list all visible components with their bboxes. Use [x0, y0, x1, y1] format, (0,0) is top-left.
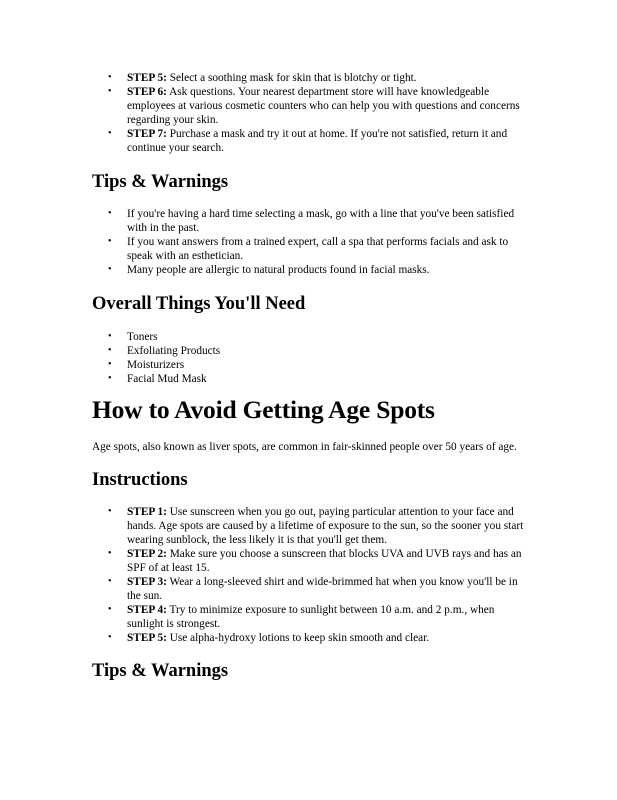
- step-text: Try to minimize exposure to sunlight between 10 a.m. and 2 p.m., when sunlight is strongest.: [127, 604, 495, 630]
- things-needed-heading: Overall Things You'll Need: [92, 294, 306, 314]
- steps-list-top: [92, 71, 532, 155]
- bullet: •: [108, 359, 112, 370]
- tips-heading: Tips & Warnings: [92, 172, 229, 192]
- bullet: •: [108, 86, 112, 97]
- bullet: •: [108, 548, 112, 559]
- list-item: [92, 330, 532, 344]
- bullet: •: [108, 373, 112, 384]
- item-text: Moisturizers: [127, 359, 185, 371]
- step-label: STEP 2:: [127, 548, 167, 560]
- list-item: [92, 263, 532, 277]
- item-text: Toners: [127, 331, 158, 343]
- bullet: •: [108, 236, 112, 247]
- list-item: [92, 344, 532, 358]
- bullet: •: [108, 506, 112, 517]
- list-item: [92, 505, 532, 547]
- item-text: Facial Mud Mask: [127, 373, 207, 385]
- step-text: Use sunscreen when you go out, paying particular attention to your face and hands. Age spots are caused by a lifetime of exposure to the sun, so the sooner you start wearing sunblock, the less likely it is that you'll get them.: [127, 506, 524, 546]
- list-item: [92, 631, 532, 645]
- step-text: Select a soothing mask for skin that is blotchy or tight.: [166, 72, 417, 84]
- bullet: •: [108, 632, 112, 643]
- step-text: Use alpha-hydroxy lotions to keep skin smooth and clear.: [166, 632, 430, 644]
- article-title: How to Avoid Getting Age Spots: [92, 395, 435, 424]
- list-item: [92, 547, 532, 575]
- instructions-heading: Instructions: [92, 470, 188, 490]
- list-item: [92, 358, 532, 372]
- step-label: STEP 5:: [127, 72, 167, 84]
- list-item: [92, 235, 532, 263]
- step-label: STEP 7:: [127, 128, 167, 140]
- tip-text: If you're having a hard time selecting a mask, go with a line that you've been satisfied with in the past.: [127, 208, 515, 234]
- step-text: Ask questions. Your nearest department store will have knowledgeable employees at various cosmetic counters who can help you with questions and concerns regarding your skin.: [127, 86, 520, 126]
- list-item: [92, 372, 532, 386]
- list-item: [92, 85, 532, 127]
- things-needed-list: [92, 330, 532, 386]
- tip-text: If you want answers from a trained expert, call a spa that performs facials and ask to speak with an esthetician.: [127, 236, 509, 262]
- bullet: •: [108, 208, 112, 219]
- step-label: STEP 3:: [127, 576, 167, 588]
- step-label: STEP 6:: [127, 86, 167, 98]
- step-label: STEP 4:: [127, 604, 167, 616]
- list-item: [92, 575, 532, 603]
- list-item: [92, 127, 532, 155]
- list-item: [92, 71, 532, 85]
- bullet: •: [108, 576, 112, 587]
- item-text: Exfoliating Products: [127, 345, 221, 357]
- step-text: Purchase a mask and try it out at home. If you're not satisfied, return it and continue your search.: [127, 128, 508, 154]
- step-label: STEP 1:: [127, 506, 167, 518]
- tip-text: Many people are allergic to natural products found in facial masks.: [127, 264, 430, 276]
- tips-list: [92, 207, 532, 277]
- list-item: [92, 207, 532, 235]
- bullet: •: [108, 604, 112, 615]
- step-text: Make sure you choose a sunscreen that blocks UVA and UVB rays and has an SPF of at least 15.: [127, 548, 522, 574]
- step-text: Wear a long-sleeved shirt and wide-brimmed hat when you know you'll be in the sun.: [127, 576, 518, 602]
- bullet: •: [108, 128, 112, 139]
- bullet: •: [108, 72, 112, 83]
- bullet: •: [108, 345, 112, 356]
- step-label: STEP 5:: [127, 632, 167, 644]
- bullet: •: [108, 331, 112, 342]
- instructions-list: [92, 505, 532, 645]
- tips-heading: Tips & Warnings: [92, 661, 229, 681]
- bullet: •: [108, 264, 112, 275]
- list-item: [92, 603, 532, 631]
- document-page: [92, 71, 532, 682]
- intro-paragraph: Age spots, also known as liver spots, are common in fair-skinned people over 50 years of age.: [92, 441, 517, 453]
